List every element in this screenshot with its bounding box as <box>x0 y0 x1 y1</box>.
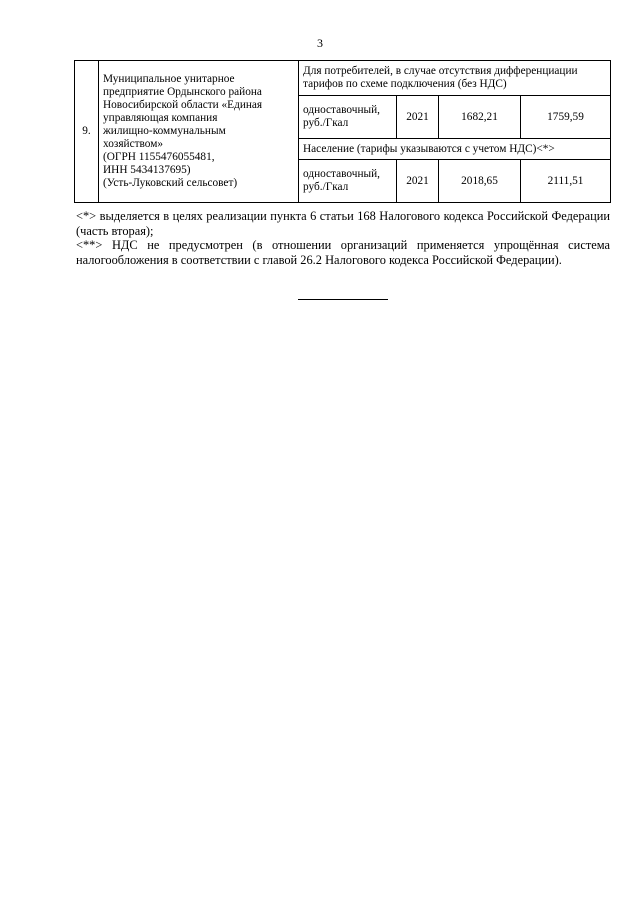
organization-line: Новосибирской области «Единая <box>103 99 263 111</box>
page-number: 3 <box>317 36 323 50</box>
organization-line: (Усть-Луковский сельсовет) <box>103 177 238 189</box>
organization-line: хозяйством» <box>103 138 164 150</box>
tariff-value-cell: 2111,51 <box>521 160 611 203</box>
table-row <box>75 61 611 96</box>
tariff-value-cell: 2018,65 <box>439 160 521 203</box>
organization-line: ИНН 5434137695) <box>103 164 191 176</box>
year-cell: 2021 <box>397 96 439 139</box>
tariff-type-cell: одноставочный, руб./Гкал <box>299 160 397 203</box>
tariff-table <box>74 60 611 203</box>
tariff-value-cell: 1682,21 <box>439 96 521 139</box>
organization-line: управляющая компания <box>103 112 218 124</box>
footnote: <*> выделяется в целях реализации пункта 6 статьи 168 Налогового кодекса Российской Федерации (часть вторая); <box>76 209 610 238</box>
organization-line: жилищно-коммунальным <box>103 125 226 137</box>
row-number: 9. <box>75 61 99 203</box>
organization-line: (ОГРН 1155476055481, <box>103 151 215 163</box>
tariff-type-cell: одноставочный, руб./Гкал <box>299 96 397 139</box>
consumer-group-heading: Для потребителей, в случае отсутствия дифференциации тарифов по схеме подключения (без НДС) <box>299 61 611 96</box>
organization-cell <box>99 61 299 203</box>
population-group-heading: Население (тарифы указываются с учетом НДС)<*> <box>299 139 611 160</box>
tariff-value-cell: 1759,59 <box>521 96 611 139</box>
footnotes <box>76 209 610 267</box>
closing-divider <box>298 299 388 300</box>
footnote: <**> НДС не предусмотрен (в отношении организаций применяется упрощённая система налогообложения в соответствии с главой 26.2 Налогового кодекса Российской Федерации). <box>76 238 610 267</box>
organization-line: Муниципальное унитарное <box>103 73 235 85</box>
year-cell: 2021 <box>397 160 439 203</box>
organization-line: предприятие Ордынского района <box>103 86 262 98</box>
